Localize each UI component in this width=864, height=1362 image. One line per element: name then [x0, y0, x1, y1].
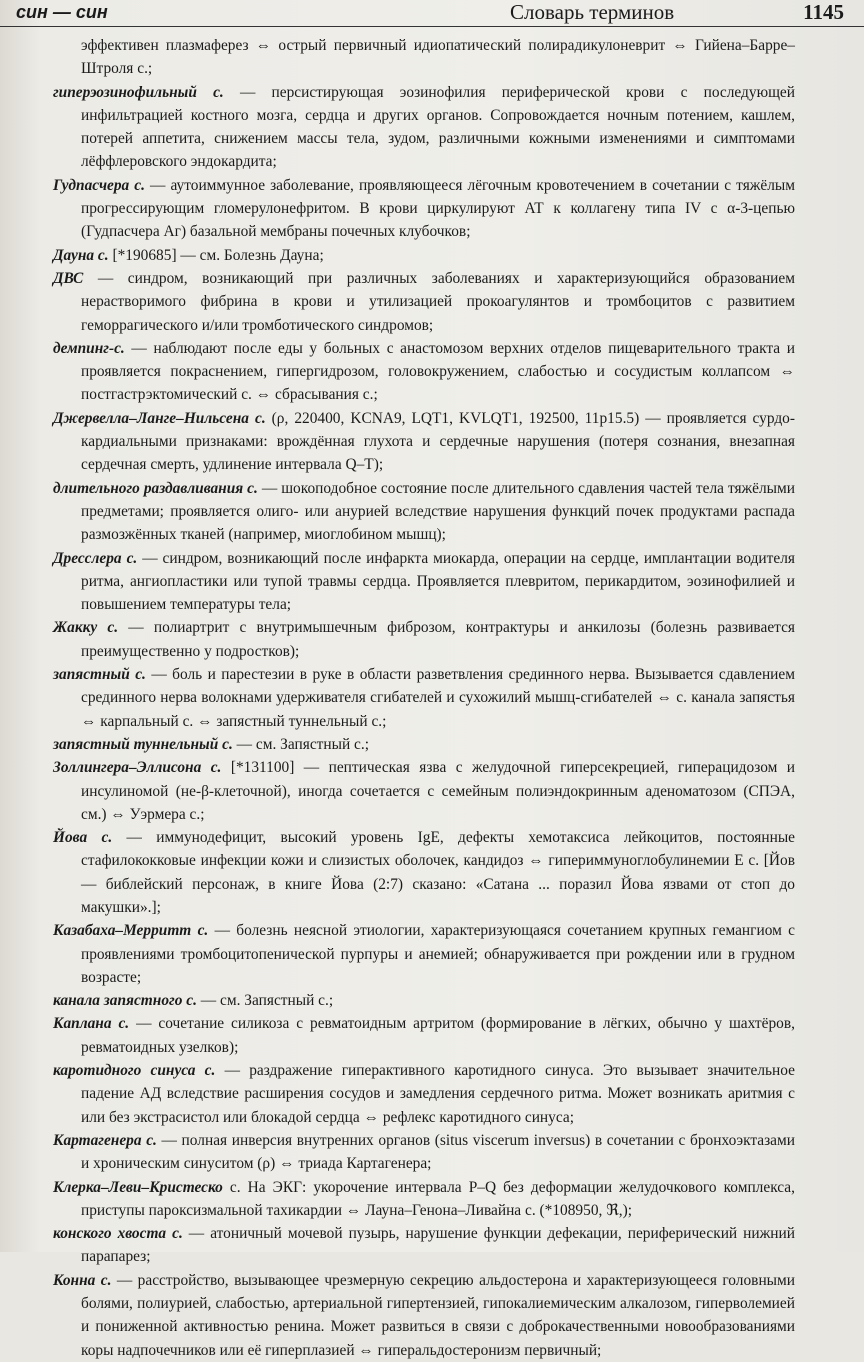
entry-headword: конского хвоста с. [53, 1225, 183, 1243]
entry-headword: Джервелла–Ланге–Нильсена с. [53, 409, 266, 427]
dictionary-entry [53, 919, 795, 989]
entry-definition: — иммунодефицит, высокий уровень IgE, дефекты хемотаксиса лейкоцитов, постоянные стафилококковые инфекции кожи и слизистых оболочек, кандидоз ⇔ гипериммуноглобулинемии E с. [Йов — библейский персонаж, в книге Йова (2:7) сказано: «Сатана ... поразил Йова язвами от стоп до макушки».]; [81, 829, 795, 916]
dictionary-entry [53, 174, 795, 244]
section-title: Словарь терминов [510, 0, 675, 24]
entry-definition: — раздражение гиперактивного каротидного синуса. Это вызывает значительное падение АД вследствие расширения сосудов и замедления сердечного ритма. Может возникать аритмия с или без экстрасистол или блокадой сердца ⇔ рефлекс каротидного синуса; [81, 1062, 795, 1126]
entry-headword: Клерка–Леви–Кристеско [53, 1178, 223, 1196]
dictionary-entry [53, 407, 795, 477]
entry-headword: запястный с. [53, 666, 146, 684]
entry-headword: канала запястного с. [53, 992, 197, 1010]
entry-definition: — синдром, возникающий после инфаркта миокарда, операции на сердце, имплантации водителя ритма, ангиопластики или тупой травмы сердца. Проявляется плевритом, перикардитом, эозинофилией и повышением температуры тела; [81, 549, 795, 614]
entry-definition: — атоничный мочевой пузырь, нарушение функции дефекации, периферический нижний парапарез; [81, 1225, 795, 1266]
entry-headword: Жакку с. [53, 619, 119, 637]
entry-headword: ДВС [53, 269, 84, 287]
dictionary-entry [53, 1059, 795, 1129]
dictionary-entry [53, 616, 795, 663]
dictionary-entry [53, 547, 795, 617]
entry-headword: Конна с. [53, 1271, 112, 1289]
entry-definition: — аутоиммунное заболевание, проявляющееся лёгочным кровотечением в сочетании с тяжёлым прогрессирующим гломерулонефритом. В крови циркулируют АТ к коллагену типа IV с α-3-цепью (Гудпасчера Аг) базальной мембраны почечных клубочков; [81, 176, 796, 241]
page-header [0, 0, 864, 27]
entry-definition: — персистирующая эозинофилия периферической крови с последующей инфильтрацией костного мозга, сердца и других органов. Сопровождается ночным потением, кашлем, потерей аппетита, снижением массы тела, зудом, различными кожными изменениями и симптомами лёффлеровского эндокардита; [81, 83, 795, 171]
entry-headword: длительного раздавливания с. [53, 479, 258, 497]
dictionary-entry [53, 1012, 795, 1059]
dictionary-entry [53, 34, 795, 81]
dictionary-entry [53, 756, 795, 826]
dictionary-entry [53, 733, 795, 756]
entry-definition: — см. Запястный с.; [196, 992, 334, 1010]
entry-headword: Каплана с. [53, 1015, 130, 1033]
entry-definition: эффективен плазмаферез ⇔ острый первичный идиопатический полирадикулоневрит ⇔ Гийена–Барре–Штроля с.; [81, 37, 795, 78]
entry-definition: — боль и парестезии в руке в области разветвления срединного нерва. Вызывается сдавлением срединного нерва волокнами удерживателя сгибателей и сухожилий мышц-сгибателей ⇔ с. канала запястья ⇔ карпальный с. ⇔ запястный туннельный с.; [81, 666, 795, 730]
entry-definition: — сочетание силикоза с ревматоидным артритом (формирование в лёгких, обычно у шахтёров, ревматоидных узелков); [81, 1015, 795, 1056]
entry-headword: гиперэозинофильный с. [53, 83, 224, 101]
running-head: син — син [16, 2, 108, 22]
dictionary-entry [53, 989, 795, 1012]
entry-headword: Йова с. [53, 829, 113, 847]
dictionary-entry [53, 477, 795, 547]
dictionary-entry [53, 1129, 795, 1176]
entry-headword: Золлингера–Эллисона с. [53, 759, 222, 777]
dictionary-entry [53, 267, 795, 337]
entry-headword: Казабаха–Мерритт с. [53, 922, 209, 940]
entry-definition: — синдром, возникающий при различных заболеваниях и характеризующийся образованием нерастворимого фибрина в крови и утилизацией прокоагулянтов и тромбоцитов с развитием геморрагического и/или тромботического синдромов; [81, 269, 795, 334]
entry-definition: — см. Запястный с.; [232, 735, 370, 753]
entry-definition: — полная инверсия внутренних органов (situs viscerum inversus) в сочетании с бронхоэктазами и хроническим синуситом (ρ) ⇔ триада Картагенера; [81, 1131, 795, 1173]
entry-headword: Дауна с. [53, 246, 109, 264]
dictionary-entry [53, 1269, 795, 1362]
dictionary-entry [53, 1176, 795, 1223]
entry-definition: — шокоподобное состояние после длительного сдавления частей тела тяжёлыми предметами; проявляется олиго- или анурией вследствие нарушения функций почек продуктами распада размозжённых тканей (например, миоглобином мышц); [81, 479, 796, 544]
entry-headword: Картагенера с. [53, 1131, 157, 1149]
entry-headword: Дресслера с. [53, 549, 138, 567]
entry-definition: (ρ, 220400, KCNA9, LQT1, KVLQT1, 192500, 11p15.5) — проявляется сурдо-кардиальными признаками: врождённая глухота и сердечные нарушения (потеря сознания, внезапная сердечная смерть, удлинение интервала Q–T); [81, 409, 795, 474]
dictionary-entry [53, 1222, 795, 1269]
entry-list [53, 34, 795, 1362]
page-number: 1145 [803, 0, 844, 24]
entry-definition: [*190685] — см. Болезнь Дауна; [108, 246, 324, 264]
dictionary-entry [53, 826, 795, 919]
entry-definition: — расстройство, вызывающее чрезмерную секрецию альдостерона и характеризующееся головными болями, полиурией, слабостью, артериальной гипертензией, гипокалиемическим алкалозом, гиперволемией и пониженной активностью ренина. Может развиться в связи с доброкачественными новообразованиями коры надпочечников или её гиперплазией ⇔ гиперальдостеронизм первичный; [81, 1271, 795, 1359]
entry-definition: — полиартрит с внутримышечным фиброзом, контрактуры и анкилозы (болезнь развивается преимущественно у подростков); [81, 619, 795, 660]
entry-headword: Гудпасчера с. [53, 176, 145, 194]
entry-headword: демпинг-с. [53, 339, 125, 357]
entry-headword: запястный туннельный с. [53, 735, 233, 753]
entry-definition: [*131100] — пептическая язва с желудочной гиперсекрецией, гиперацидозом и инсулиномой (не-β-клеточной), иногда сочетается с семейным полиэндокринным аденоматозом (СПЭА, см.) ⇔ Уэрмера с.; [81, 759, 795, 823]
entry-definition: — наблюдают после еды у больных с анастомозом верхних отделов пищеварительного тракта и проявляется покраснением, гипергидрозом, головокружением, слабостью и сосудистым коллапсом ⇔ постгастрэктомический с. ⇔ сбрасывания с.; [81, 339, 795, 404]
dictionary-entry [53, 244, 795, 267]
dictionary-entry [53, 81, 795, 174]
entry-definition: — болезнь неясной этиологии, характеризующаяся сочетанием крупных гемангиом с проявлениями тромбоцитопенической пурпуры и анемией; обнаруживается при рождении или в грудном возрасте; [81, 922, 795, 986]
dictionary-entry [53, 337, 795, 407]
entry-headword: каротидного синуса с. [53, 1062, 216, 1080]
dictionary-entry [53, 663, 795, 733]
entry-definition: с. На ЭКГ: укорочение интервала P–Q без деформации желудочкового комплекса, приступы пароксизмальной тахикардии ⇔ Лауна–Генона–Ливайна с. (*108950, ℜ,); [81, 1178, 795, 1219]
